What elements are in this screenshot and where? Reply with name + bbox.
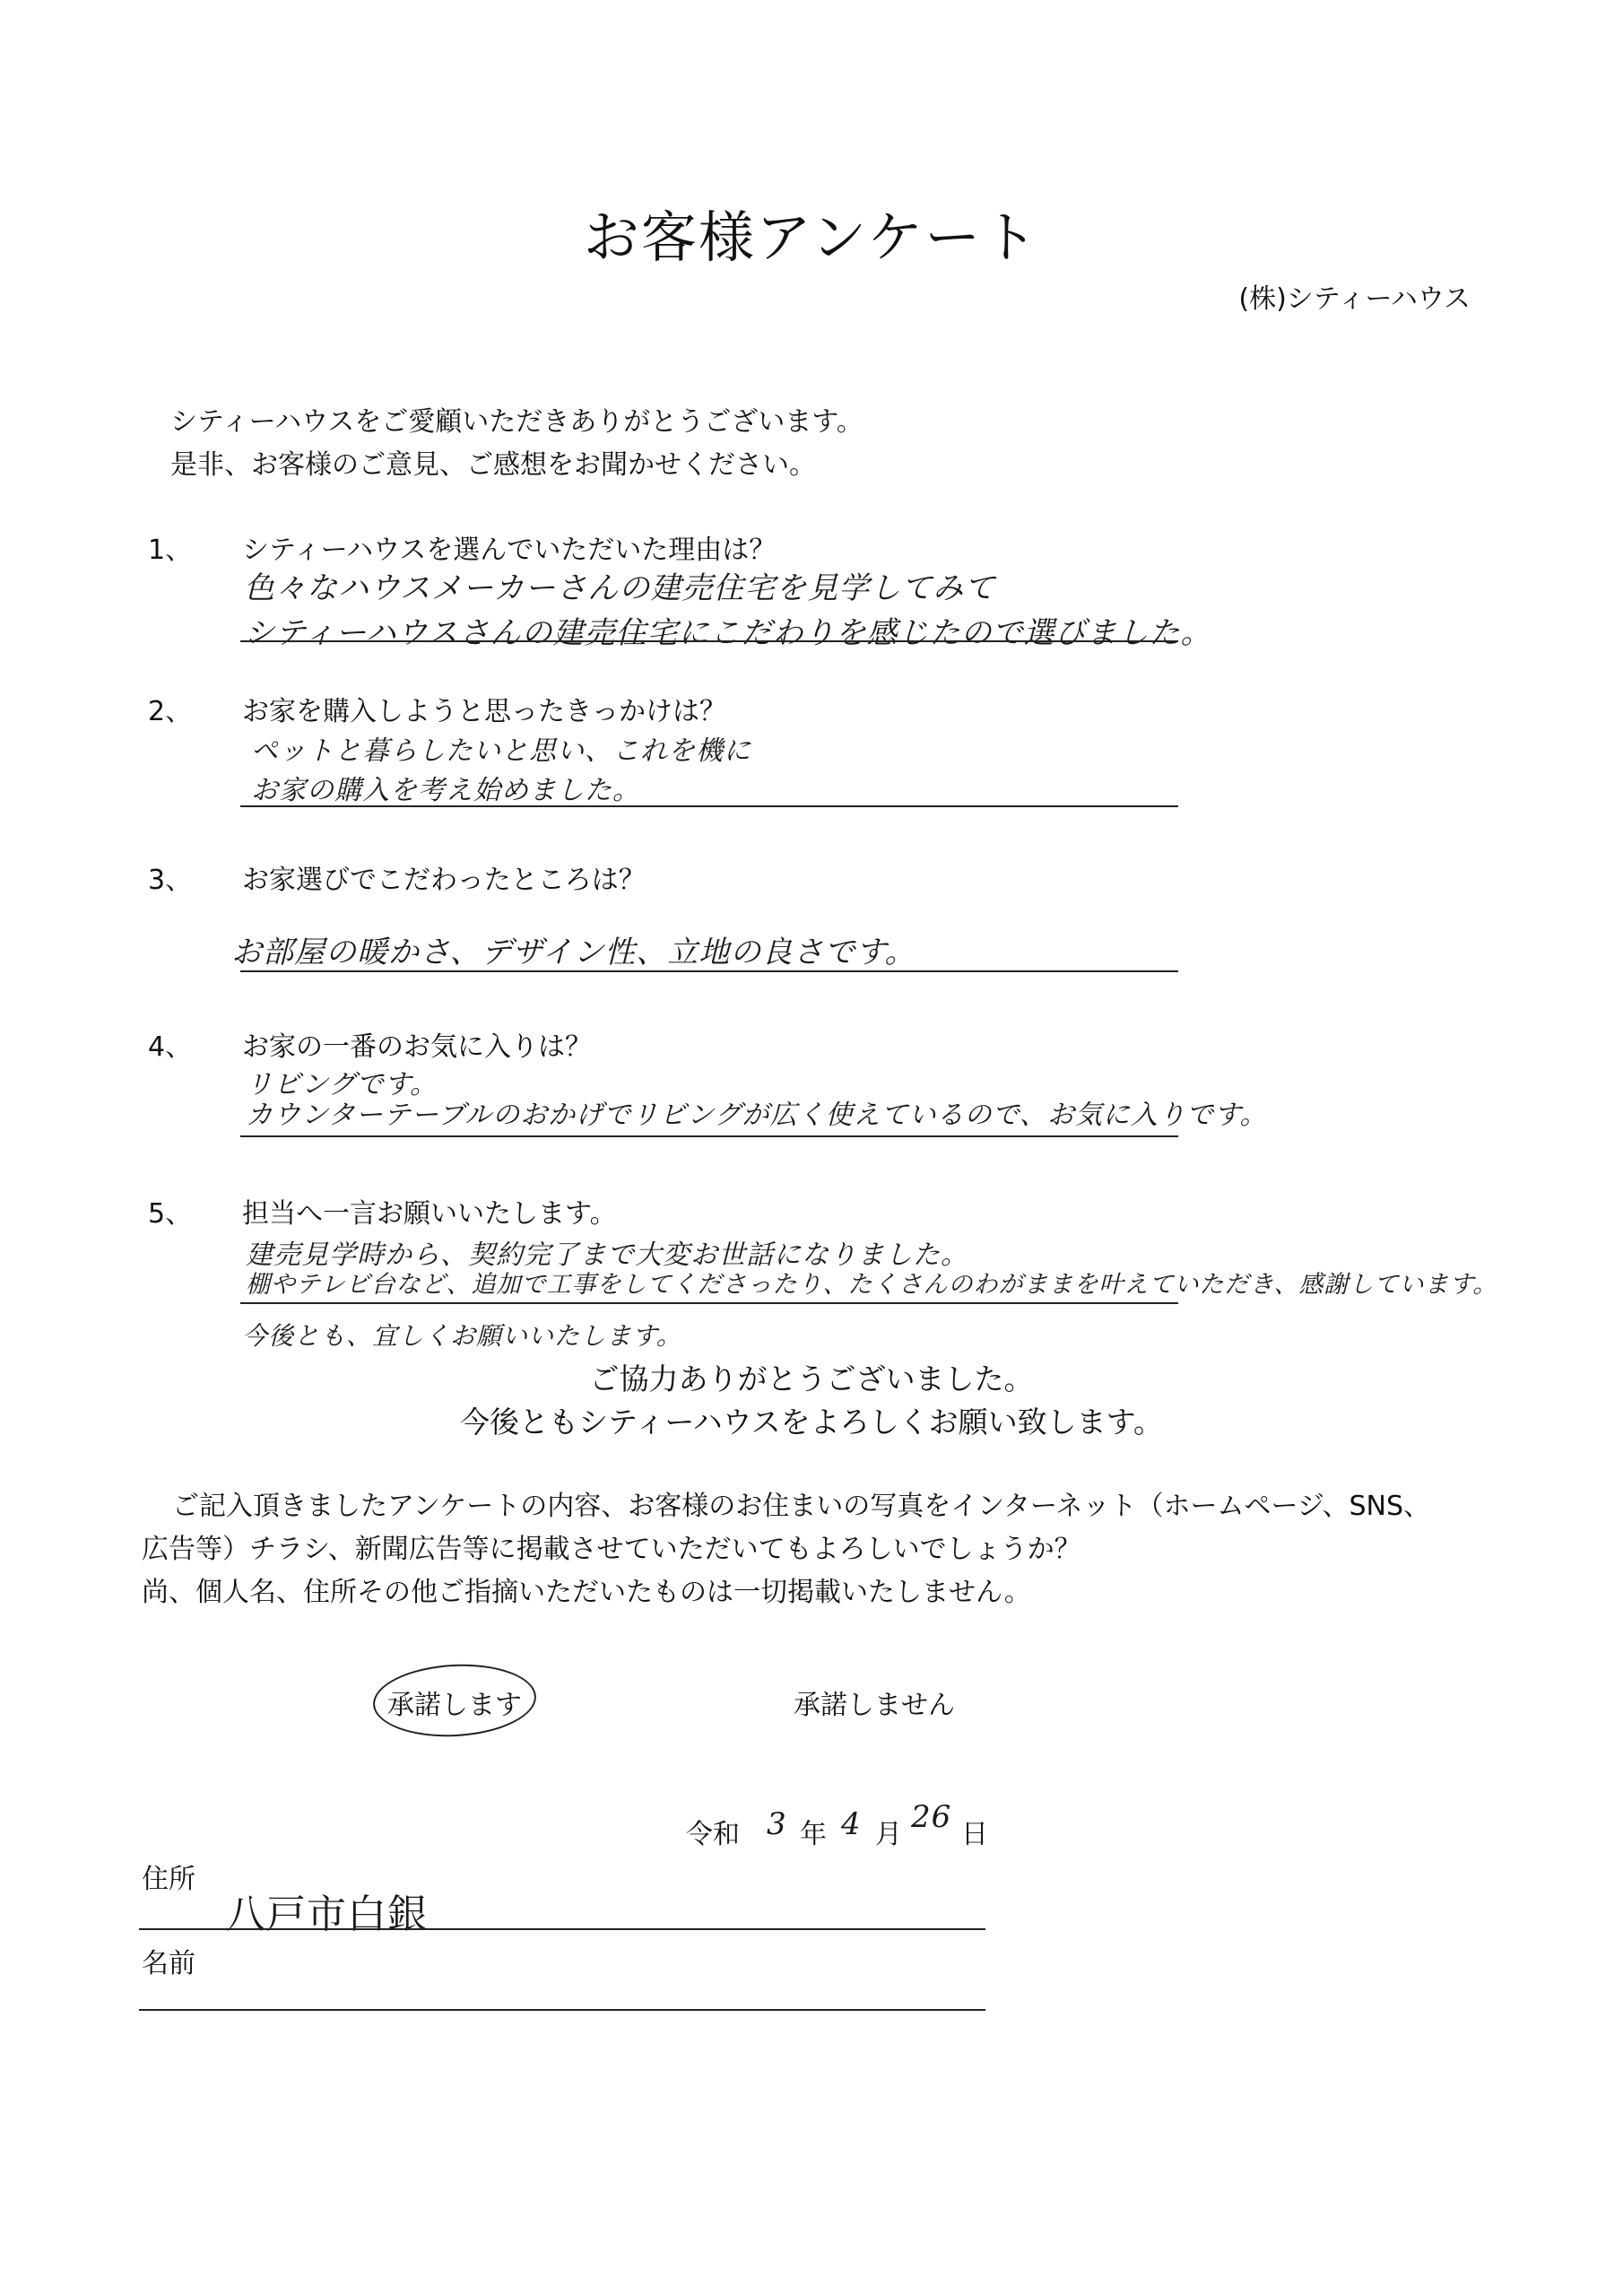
consent-disagree-option[interactable]: 承諾しません [794, 1690, 955, 1721]
question-text: シティーハウスを選んでいただいた理由は？ [242, 535, 777, 566]
answer-line: 建売見学時から、契約完了まで大変お世話になりました。 [246, 1239, 968, 1271]
date-day-unit: 日 [961, 1819, 988, 1850]
intro-line-2: 是非、お客様のご意見、ご感想をお聞かせください。 [170, 449, 816, 481]
date-year-value: 3 [767, 1806, 787, 1842]
question-text: お家の一番のお気に入りは？ [242, 1031, 592, 1063]
closing-line-2: 今後ともシティーハウスをよろしくお願い致します。 [459, 1405, 1164, 1439]
question-number: 2、 [148, 696, 193, 727]
closing-line-1: ご協力ありがとうございました。 [589, 1361, 1034, 1396]
answer-line: お家の購入を考え始めました。 [251, 775, 640, 806]
address-value: 八戸市白銀 [226, 1892, 428, 1937]
address-rule [139, 1928, 985, 1930]
answer-rule [240, 805, 1178, 807]
answer-rule [240, 640, 1178, 642]
notice-line-3: 尚、個人名、住所その他ご指摘いただいたものは一切掲載いたしません。 [142, 1577, 1031, 1608]
date-year-unit: 年 [800, 1819, 827, 1850]
address-label: 住所 [142, 1864, 195, 1895]
page-title: お客様アンケート [583, 204, 1040, 270]
consent-agree-option[interactable]: 承諾します [387, 1690, 522, 1721]
date-month-unit: 月 [875, 1819, 902, 1850]
question-text: お家選びでこだわったところは？ [242, 865, 646, 896]
question-text: 担当へ一言お願いいたします。 [242, 1198, 617, 1230]
answer-rule [240, 1135, 1178, 1137]
answer-rule [240, 970, 1178, 972]
question-number: 3、 [148, 865, 193, 896]
answer-line: 色々なハウスメーカーさんの建売住宅を見学してみて [244, 570, 996, 606]
notice-line-2: 広告等）チラシ、新聞広告等に掲載させていただいてもよろしいでしょうか？ [142, 1534, 1081, 1565]
answer-rule [240, 1302, 1178, 1304]
question-number: 5、 [148, 1198, 193, 1230]
company-name: (株)シティーハウス [1238, 283, 1471, 315]
name-label: 名前 [142, 1948, 195, 1979]
name-rule [139, 2009, 985, 2011]
date-month-value: 4 [841, 1806, 862, 1842]
date-day-value: 26 [911, 1799, 952, 1835]
question-number: 1、 [148, 535, 193, 566]
answer-line: ペットと暮らしたいと思い、これを機に [251, 735, 751, 767]
notice-line-1: ご記入頂きましたアンケートの内容、お客様のお住まいの写真をインターネット（ホームページ、SNS、 [172, 1491, 1431, 1522]
answer-line: シティーハウスさんの建売住宅にこだわりを感じたので選びました。 [244, 615, 1212, 651]
answer-line: 棚やテレビ台など、追加で工事をしてくださったり、たくさんのわがままを叶えていただき、感謝しています。 [246, 1271, 1498, 1299]
intro-line-1: シティーハウスをご愛顧いただきありがとうございます。 [170, 406, 864, 438]
answer-line: 今後とも、宜しくお願いいたします。 [242, 1321, 682, 1351]
answer-line: お部屋の暖かさ、デザイン性、立地の良さです。 [231, 935, 916, 970]
answer-line: リビングです。 [246, 1069, 438, 1100]
answer-line: カウンターテーブルのおかげでリビングが広く使えているので、お気に入りです。 [246, 1100, 1268, 1131]
question-text: お家を購入しようと思ったきっかけは？ [242, 696, 726, 727]
question-number: 4、 [148, 1031, 193, 1063]
date-era: 令和 [686, 1819, 740, 1850]
